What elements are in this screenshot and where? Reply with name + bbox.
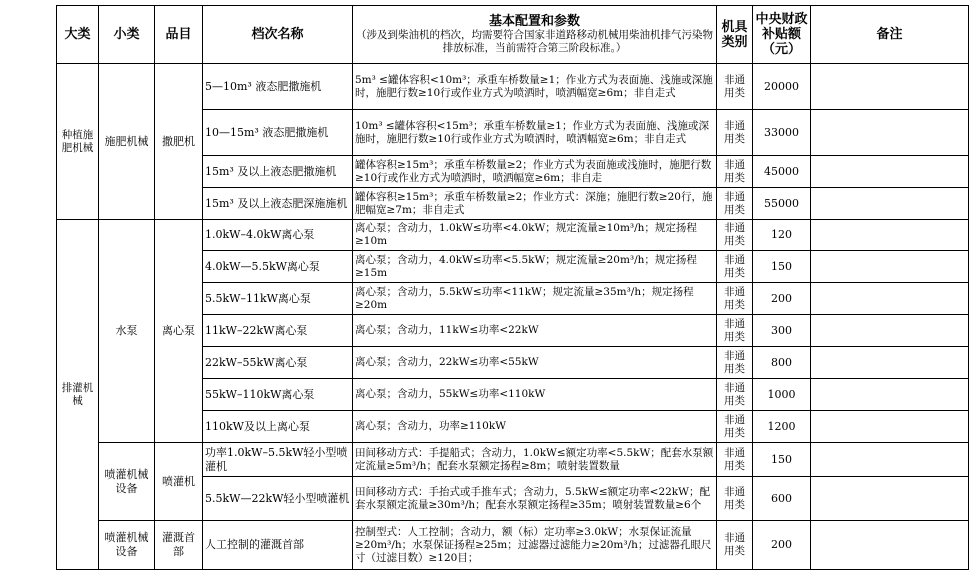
- header-grade-name: 档次名称: [203, 6, 353, 64]
- config-cell: 罐体容积≥15m³；承重车桥数量≥2；作业方式：深施；施肥行数≥20行，施肥幅宽≥7m；非自走式: [353, 188, 717, 220]
- subsidy-cell: 200: [753, 283, 811, 315]
- subcategory-cell: 施肥机械: [99, 64, 155, 220]
- grade-name-cell: 10—15m³ 液态肥撒施机: [203, 110, 353, 156]
- grade-name-cell: 5—10m³ 液态肥撒施机: [203, 64, 353, 110]
- subsidy-cell: 150: [753, 443, 811, 477]
- subsidy-cell: 20000: [753, 64, 811, 110]
- config-cell: 10m³ ≤罐体容积<15m³；承重车桥数量≥1；作业方式为表面施、浅施或深施时，施肥行数≥10行或作业方式为喷洒时，喷洒幅宽≥6m；非自走式: [353, 110, 717, 156]
- header-machine-type: 机具类别: [717, 6, 753, 64]
- config-cell: 5m³ ≤罐体容积<10m³；承重车桥数量≥1；作业方式为表面施、浅施或深施时，施肥行数≥10行或作业方式为喷洒时，喷洒幅宽≥6m；非自走式: [353, 64, 717, 110]
- remark-cell: [811, 379, 969, 411]
- machine-type-cell: 非通用类: [717, 521, 753, 570]
- grade-name-cell: 15m³ 及以上液态肥撒施机: [203, 156, 353, 188]
- remark-cell: [811, 443, 969, 477]
- header-row: [57, 6, 969, 64]
- remark-cell: [811, 64, 969, 110]
- subsidy-cell: 800: [753, 347, 811, 379]
- subsidy-cell: 150: [753, 251, 811, 283]
- subsidy-cell: 45000: [753, 156, 811, 188]
- grade-name-cell: 功率1.0kW–5.5kW轻小型喷灌机: [203, 443, 353, 477]
- config-cell: 离心泵；含动力，55kW≤功率<110kW: [353, 379, 717, 411]
- machine-type-cell: 非通用类: [717, 315, 753, 347]
- subsidy-cell: 33000: [753, 110, 811, 156]
- config-cell: 控制型式：人工控制；含动力，额（标）定功率≥3.0kW；水泵保证流量≥20m³/h；水泵保证扬程≥25m；过滤器过滤能力≥20m³/h；过滤器孔眼尺寸（过滤目数）≥120目；: [353, 521, 717, 570]
- config-cell: 离心泵；含动力，22kW≤功率<55kW: [353, 347, 717, 379]
- config-cell: 离心泵；含动力，5.5kW≤功率<11kW；规定流量≥35m³/h；规定扬程≥20m: [353, 283, 717, 315]
- item-cell: 喷灌机: [155, 443, 203, 521]
- subcategory-cell: 喷灌机械设备: [99, 443, 155, 521]
- remark-cell: [811, 156, 969, 188]
- subsidy-cell: 300: [753, 315, 811, 347]
- category-cell: 排灌机械: [57, 220, 99, 570]
- subsidy-table: [56, 5, 969, 570]
- header-subcategory: 小类: [99, 6, 155, 64]
- machine-type-cell: 非通用类: [717, 220, 753, 251]
- header-config: [353, 6, 717, 64]
- machine-type-cell: 非通用类: [717, 188, 753, 220]
- subsidy-cell: 1000: [753, 379, 811, 411]
- grade-name-cell: 1.0kW–4.0kW离心泵: [203, 220, 353, 251]
- grade-name-cell: 110kW及以上离心泵: [203, 411, 353, 443]
- machine-type-cell: 非通用类: [717, 379, 753, 411]
- remark-cell: [811, 411, 969, 443]
- config-cell: 罐体容积≥15m³；承重车桥数量≥2；作业方式为表面施或浅施时，施肥行数≥10行或作业方式为喷洒时，喷洒幅宽≥6m；非自走: [353, 156, 717, 188]
- remark-cell: [811, 110, 969, 156]
- grade-name-cell: 55kW–110kW离心泵: [203, 379, 353, 411]
- remark-cell: [811, 315, 969, 347]
- machine-type-cell: 非通用类: [717, 443, 753, 477]
- header-config-title: 基本配置和参数: [488, 14, 580, 29]
- machine-type-cell: 非通用类: [717, 347, 753, 379]
- subsidy-cell: 600: [753, 477, 811, 521]
- grade-name-cell: 11kW–22kW离心泵: [203, 315, 353, 347]
- remark-cell: [811, 283, 969, 315]
- config-cell: 离心泵；含动力，11kW≤功率<22kW: [353, 315, 717, 347]
- machine-type-cell: 非通用类: [717, 110, 753, 156]
- subsidy-cell: 200: [753, 521, 811, 570]
- header-config-note: （涉及到柴油机的档次，均需要符合国家非道路移动机械用柴油机排气污染物排放标准，当前需符合第三阶段标准。）: [356, 29, 713, 54]
- table-row: [57, 64, 969, 110]
- grade-name-cell: 人工控制的灌溉首部: [203, 521, 353, 570]
- item-cell: 灌溉首部: [155, 521, 203, 570]
- header-item: 品目: [155, 6, 203, 64]
- remark-cell: [811, 251, 969, 283]
- machine-type-cell: 非通用类: [717, 64, 753, 110]
- remark-cell: [811, 188, 969, 220]
- machine-type-cell: 非通用类: [717, 156, 753, 188]
- header-remark: 备注: [811, 6, 969, 64]
- subsidy-cell: 1200: [753, 411, 811, 443]
- remark-cell: [811, 220, 969, 251]
- remark-cell: [811, 347, 969, 379]
- table-row: [57, 220, 969, 251]
- subsidy-cell: 55000: [753, 188, 811, 220]
- config-cell: 离心泵；含动力，功率≥110kW: [353, 411, 717, 443]
- remark-cell: [811, 477, 969, 521]
- subcategory-cell: 水泵: [99, 220, 155, 443]
- grade-name-cell: 5.5kW—22kW轻小型喷灌机: [203, 477, 353, 521]
- remark-cell: [811, 521, 969, 570]
- table-row: [57, 443, 969, 477]
- grade-name-cell: 15m³ 及以上液态肥深施施机: [203, 188, 353, 220]
- grade-name-cell: 22kW–55kW离心泵: [203, 347, 353, 379]
- machine-type-cell: 非通用类: [717, 411, 753, 443]
- item-cell: 离心泵: [155, 220, 203, 443]
- header-subsidy: 中央财政补贴额（元）: [753, 6, 811, 64]
- table-row: [57, 521, 969, 570]
- grade-name-cell: 5.5kW–11kW离心泵: [203, 283, 353, 315]
- machine-type-cell: 非通用类: [717, 477, 753, 521]
- item-cell: 撒肥机: [155, 64, 203, 220]
- machine-type-cell: 非通用类: [717, 251, 753, 283]
- config-cell: 离心泵；含动力，4.0kW≤功率<5.5kW；规定流量≥20m³/h；规定扬程≥15m: [353, 251, 717, 283]
- config-cell: 田间移动方式：手抬式或手推车式；含动力，5.5kW≤额定功率<22kW；配套水泵额定流量≥30m³/h；配套水泵额定扬程≥35m；喷射装置数量≥6个: [353, 477, 717, 521]
- grade-name-cell: 4.0kW—5.5kW离心泵: [203, 251, 353, 283]
- subcategory-cell: 喷灌机械设备: [99, 521, 155, 570]
- machine-type-cell: 非通用类: [717, 283, 753, 315]
- config-cell: 田间移动方式：手提船式；含动力，1.0kW≤额定功率<5.5kW；配套水泵额定流量≥5m³/h；配套水泵额定扬程≥8m；喷射装置数量: [353, 443, 717, 477]
- subsidy-cell: 120: [753, 220, 811, 251]
- header-category: 大类: [57, 6, 99, 64]
- category-cell: 种植施肥机械: [57, 64, 99, 220]
- config-cell: 离心泵；含动力，1.0kW≤功率<4.0kW；规定流量≥10m³/h；规定扬程≥10m: [353, 220, 717, 251]
